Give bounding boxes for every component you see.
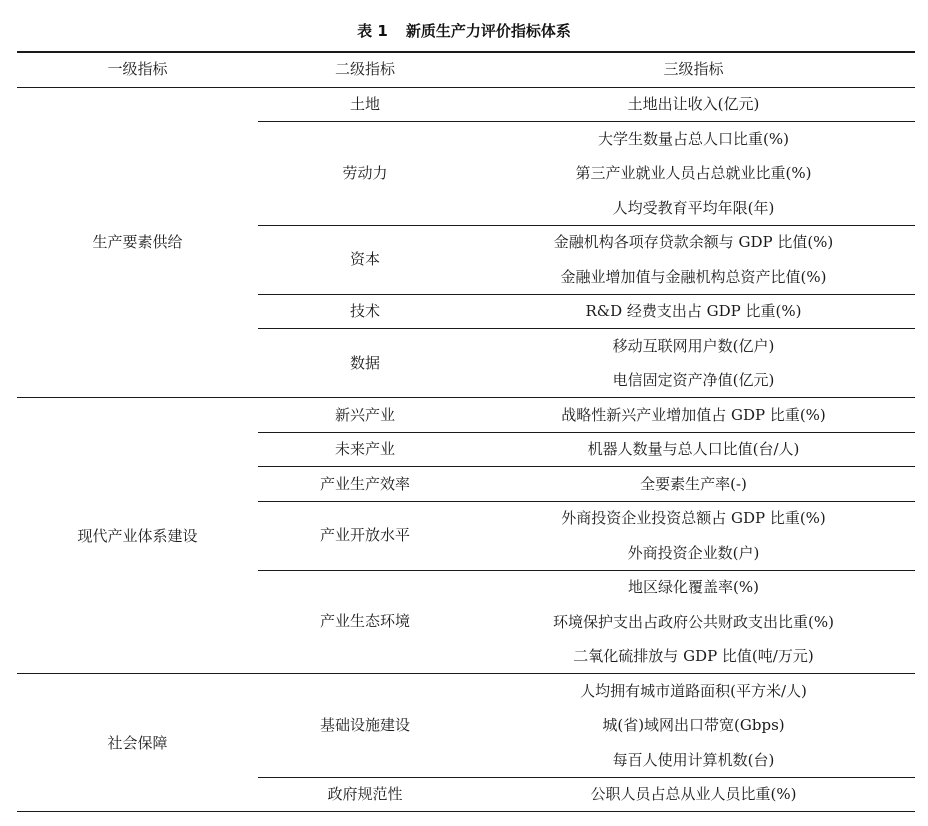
- level3-indicator: 大学生数量占总人口比重(%): [598, 129, 789, 148]
- level3-indicator: 第三产业就业人员占总就业比重(%): [575, 164, 812, 182]
- level3-indicator: 金融业增加值与金融机构总资产比值(%): [560, 267, 827, 286]
- level3-indicator: 电信固定资产净值(亿元): [612, 371, 775, 389]
- level1-indicator: 社会保障: [107, 733, 168, 752]
- level3-indicator: 人均拥有城市道路面积(平方米/人): [580, 681, 807, 700]
- table-bottom-rule: [17, 811, 915, 813]
- level3-indicator: 每百人使用计算机数(台): [612, 750, 775, 769]
- level2-indicator: 新兴产业: [334, 405, 395, 424]
- level3-indicator: 地区绿化覆盖率(%): [628, 578, 759, 596]
- level3-indicator: 全要素生产率(-): [640, 474, 747, 493]
- level2-indicator: 数据: [349, 353, 380, 372]
- level3-indicator: 城(省)域网出口带宽(Gbps): [602, 716, 785, 734]
- level3-indicator: 二氧化硫排放与 GDP 比值(吨/万元): [573, 647, 814, 665]
- level3-indicator: 金融机构各项存贷款余额与 GDP 比值(%): [553, 233, 834, 251]
- level1-indicator: 现代产业体系建设: [77, 526, 198, 545]
- table-caption: [0, 20, 928, 41]
- level2-indicator: 政府规范性: [327, 785, 403, 803]
- level2-indicator: 基础设施建设: [319, 715, 410, 734]
- level2-indicator: 劳动力: [342, 163, 388, 182]
- level3-indicator: 环境保护支出占政府公共财政支出比重(%): [553, 612, 834, 631]
- level3-indicator: 土地出让收入(亿元): [627, 95, 760, 113]
- level3-indicator: 战略性新兴产业增加值占 GDP 比重(%): [561, 405, 826, 424]
- level2-indicator: 产业生态环境: [319, 612, 410, 630]
- level2-indicator: 技术: [349, 302, 380, 320]
- level2-indicator: 产业生产效率: [319, 474, 410, 493]
- level3-indicator: 公职人员占总从业人员比重(%): [590, 785, 797, 803]
- table-title: 新质生产力评价指标体系: [405, 22, 571, 40]
- header-level1: 一级指标: [107, 60, 168, 78]
- level2-indicator: 产业开放水平: [319, 526, 410, 544]
- header-level2: 二级指标: [334, 60, 395, 78]
- level3-indicator: R&D 经费支出占 GDP 比重(%): [585, 302, 802, 320]
- table-number: 表 1: [357, 22, 388, 40]
- level2-indicator: 资本: [349, 250, 380, 268]
- level3-indicator: 外商投资企业投资总额占 GDP 比重(%): [561, 509, 826, 527]
- level2-indicator: 土地: [349, 95, 380, 113]
- level3-indicator: 外商投资企业数(户): [627, 543, 760, 562]
- header-level3: 三级指标: [663, 60, 724, 78]
- level2-indicator: 未来产业: [334, 440, 395, 458]
- level3-indicator: 移动互联网用户数(亿户): [612, 336, 775, 355]
- level3-indicator: 人均受教育平均年限(年): [612, 198, 775, 217]
- level3-indicator: 机器人数量与总人口比值(台/人): [587, 440, 800, 458]
- level1-indicator: 生产要素供给: [92, 233, 183, 251]
